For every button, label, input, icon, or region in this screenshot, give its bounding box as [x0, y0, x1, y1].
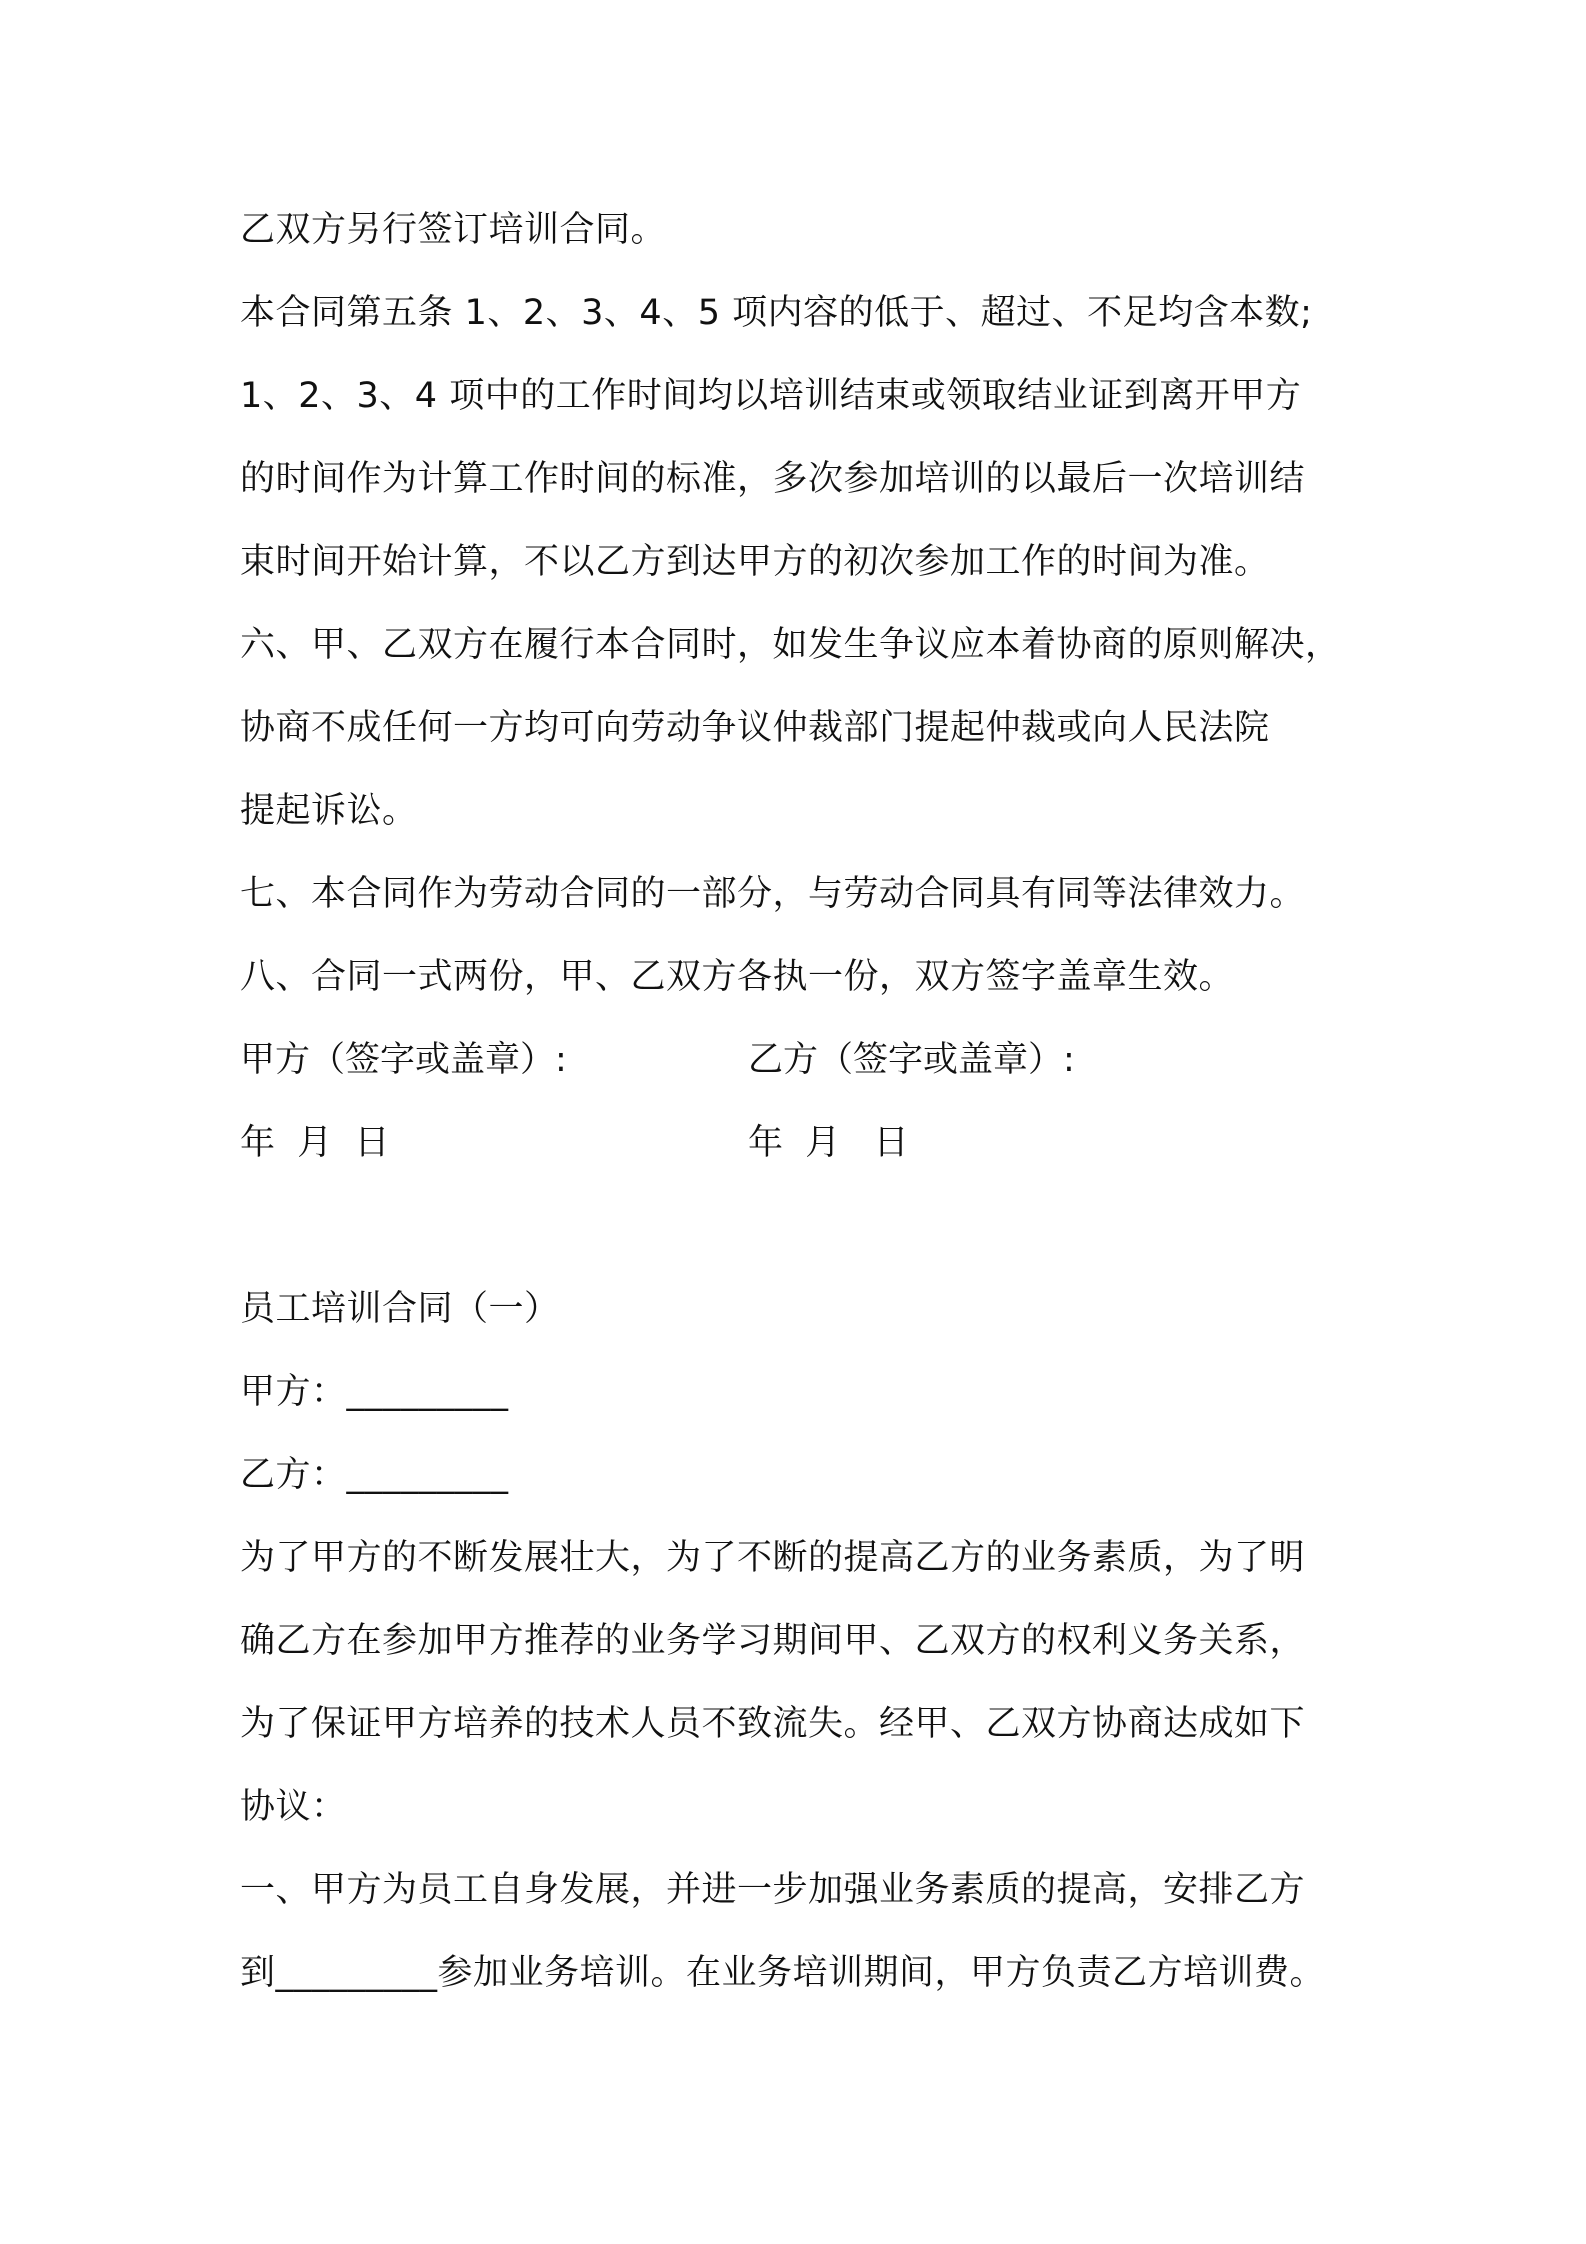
party-b-signature-label: 乙方（签字或盖章）: — [748, 1040, 1075, 1080]
body-line: 为了保证甲方培养的技术人员不致流失。经甲、乙双方协商达成如下 — [240, 1704, 1306, 1744]
text-line: 八、合同一式两份，甲、乙双方各执一份，双方签字盖章生效。 — [240, 957, 1235, 997]
text-line: 束时间开始计算，不以乙方到达甲方的初次参加工作的时间为准。 — [240, 542, 1270, 582]
text-line: 协商不成任何一方均可向劳动争议仲裁部门提起仲裁或向人民法院 — [240, 708, 1270, 748]
text-line: 的时间作为计算工作时间的标准，多次参加培训的以最后一次培训结 — [240, 459, 1306, 499]
text-line: 七、本合同作为劳动合同的一部分，与劳动合同具有同等法律效力。 — [240, 874, 1306, 914]
contract-title: 员工培训合同（一） — [240, 1289, 560, 1329]
party-b-date: 年 月 日 — [748, 1123, 909, 1163]
text-line: 1、2、3、4 项中的工作时间均以培训结束或领取结业证到离开甲方 — [240, 376, 1302, 416]
body-line: 确乙方在参加甲方推荐的业务学习期间甲、乙双方的权利义务关系， — [240, 1621, 1306, 1661]
text-line: 本合同第五条 1、2、3、4、5 项内容的低于、超过、不足均含本数; — [240, 293, 1313, 333]
body-line: 协议： — [240, 1787, 347, 1827]
text-line: 六、甲、乙双方在履行本合同时，如发生争议应本着协商的原则解决， — [240, 625, 1341, 665]
party-a-field: 甲方：_________ — [240, 1372, 509, 1412]
text-line: 提起诉讼。 — [240, 791, 418, 831]
party-b-field: 乙方：_________ — [240, 1455, 509, 1495]
party-a-signature-label: 甲方（签字或盖章）: — [240, 1040, 567, 1080]
party-a-date: 年 月 日 — [240, 1123, 390, 1163]
body-line: 为了甲方的不断发展壮大，为了不断的提高乙方的业务素质，为了明 — [240, 1538, 1306, 1578]
text-line: 乙双方另行签订培训合同。 — [240, 210, 667, 250]
body-line: 一、甲方为员工自身发展，并进一步加强业务素质的提高，安排乙方 — [240, 1870, 1306, 1910]
body-line: 到_________参加业务培训。在业务培训期间，甲方负责乙方培训费。 — [240, 1953, 1326, 1993]
